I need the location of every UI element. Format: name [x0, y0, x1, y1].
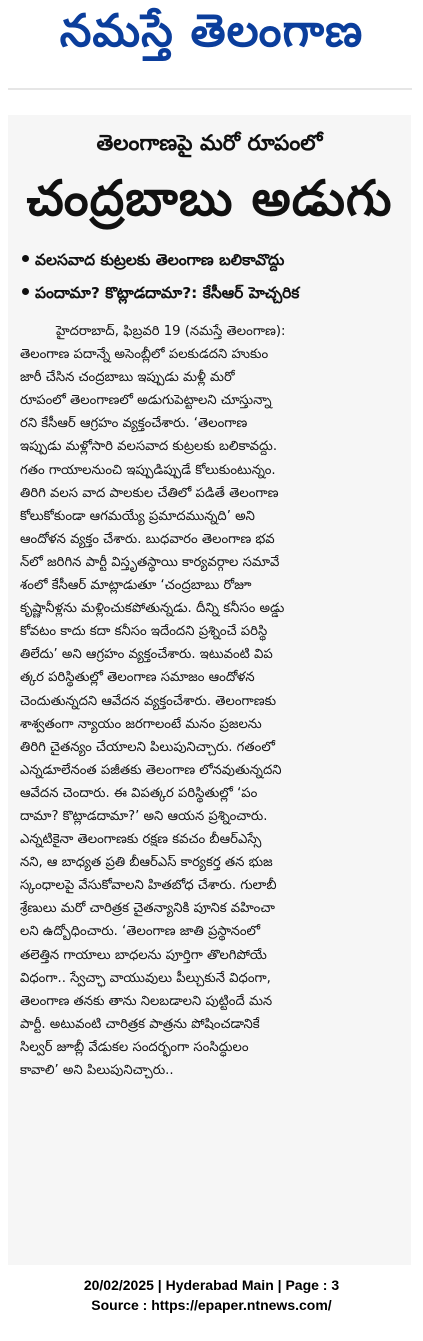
article-line: కావాలి’ అని పిలుపునిచ్చారు.. [20, 1063, 174, 1078]
article-line: ఆందోళన వ్యక్తం చేశారు. బుధవారం తెలంగాణ భవ [20, 531, 275, 547]
bullet-dot-icon [22, 255, 29, 262]
article-line: న్‌లో జరిగిన పార్టీ విస్తృతస్థాయి కార్యవర్గాల సమావే [20, 554, 280, 570]
masthead-divider [8, 88, 412, 90]
bullet-dot-icon [22, 288, 29, 295]
article-line: ఇప్పుడు మళ్లోసారి వలసవాద కుట్రలకు బలికావద్దు. [20, 439, 278, 455]
article-line: తెలంగాణ తనకు తాను నిలబడాలని పుట్టిందే మన [20, 993, 273, 1009]
article-line: తిలేదు’ అని ఆగ్రహం వ్యక్తంచేశారు. ఇటువంటి విప [20, 647, 273, 663]
article-line: విధంగా.. స్వేచ్ఛా వాయువులు పీల్చుకునే విధంగా, [20, 970, 271, 986]
article-line: రూపంలో తెలంగాణలో అడుగుపెట్టాలని చూస్తున్నా [20, 393, 272, 409]
article-line: తిరిగి చైతన్యం చేయాలని పిలుపునిచ్చారు. గతంలో [20, 739, 275, 755]
article-line: కృష్ణానీళ్లను మళ్లించుకపోతున్నడు. దీన్ని కనీసం అడ్డు [20, 601, 285, 617]
article-line: లని ఉద్బోధించారు. ‘తెలంగాణ జాతి ప్రస్థానంలో [20, 924, 261, 940]
article-line: తలెత్తిన గాయాలు బాధలను పూర్తిగా తొలగిపోయే [20, 947, 267, 963]
news-clipping [8, 115, 411, 1265]
edition-info: 20/02/2025 | Hyderabad Main | Page : 3 [83, 1277, 340, 1293]
article-line: గతం గాయాలనుంచి ఇప్పుడిప్పుడే కోలుకుంటున్నం. [20, 462, 276, 478]
article-line: కోవటం కాదు కదా కనీసం ఇదేందని ప్రశ్నించే పరిస్థి [20, 624, 268, 640]
article-line: పార్టీ. అటువంటి చారిత్రక పాత్రను పోషించడానికే [20, 1016, 260, 1032]
highlight-bullet [22, 284, 299, 306]
article-line: తిరిగి వలస వాద పాలకుల చేతిలో పడితే తెలంగాణ [20, 485, 279, 501]
article-kicker: తెలంగాణపై మరో రూపంలో [96, 131, 323, 156]
bullet-text: వలసవాద కుట్రలకు తెలంగాణ బలికావొద్దు [35, 251, 285, 269]
highlight-bullet [22, 251, 284, 273]
article-line: హైదరాబాద్, ఫిబ్రవరి 19 (నమస్తే తెలంగాణ): [56, 324, 286, 339]
article-body [20, 320, 408, 1082]
article-line: ఎన్నటికైనా తెలంగాణకు రక్షణ కవచం బీఆర్‌ఎస్సే [20, 832, 262, 848]
article-headline: చంద్రబాబు అడుగు [26, 170, 393, 227]
article-line: నని, ఆ బాధ్యత ప్రతి బీఆర్‌ఎస్ కార్యకర్త తన భుజ [20, 855, 273, 871]
article-line: శంలో కేసీఆర్ మాట్లాడుతూ ‘చంద్రబాబు రోజూ [20, 578, 252, 594]
masthead [0, 0, 423, 105]
article-line: స్కంధాలపై వేసుకోవాలని హితబోధ చేశారు. గులాబీ [20, 878, 277, 894]
article-line: దామా? కొట్లాడదామా?’ అని ఆయన ప్రశ్నించారు. [20, 808, 268, 824]
article-line: తెలంగాణ పదాన్నే అసెంబ్లీలో పలకుడదని హుకుం [20, 347, 269, 363]
article-line: శాశ్వతంగా న్యాయం జరగాలంటే మనం ప్రజలను [20, 716, 262, 732]
source-link[interactable]: Source : https://epaper.ntnews.com/ [91, 1297, 332, 1313]
article-line: త్కర పరిస్థితుల్లో తెలంగాణ సమాజం ఆందోళన [20, 670, 255, 686]
article-line: రని కేసీఆర్ ఆగ్రహం వ్యక్తంచేశారు. ‘తెలంగాణ [20, 416, 248, 432]
article-line: శ్రేణులు మరో చారిత్రక చైతన్యానికి పూనిక వహించా [20, 901, 275, 917]
masthead-logo: నమస్తే తెలంగాణ [59, 4, 364, 57]
article-line: ఆవేదన చెందారు. ఈ విపత్కర పరిస్థితుల్లో ‘పం [20, 785, 258, 801]
bullet-text: పందామా? కొట్లాడదామా?: కేసీఆర్ హెచ్చరిక [35, 284, 300, 302]
article-line: సిల్వర్ జూబ్లీ వేడుకల సందర్భంగా సంసిద్ధులం [20, 1039, 249, 1055]
article-line: కోలుకోకుండా ఆగమయ్యే ప్రమాదమున్నది’ అని [20, 508, 255, 524]
article-line: చెందుతున్నదని ఆవేదన వ్యక్తంచేశారు. తెలంగాణకు [20, 693, 277, 709]
page-footer [0, 1275, 423, 1315]
article-line: ఎన్నడూలేనంత పజీతకు తెలంగాణ లోనవుతున్నదని [20, 762, 282, 778]
article-line: జారీ చేసిన చంద్రబాబు ఇప్పుడు మళ్లీ మరో [20, 370, 235, 386]
